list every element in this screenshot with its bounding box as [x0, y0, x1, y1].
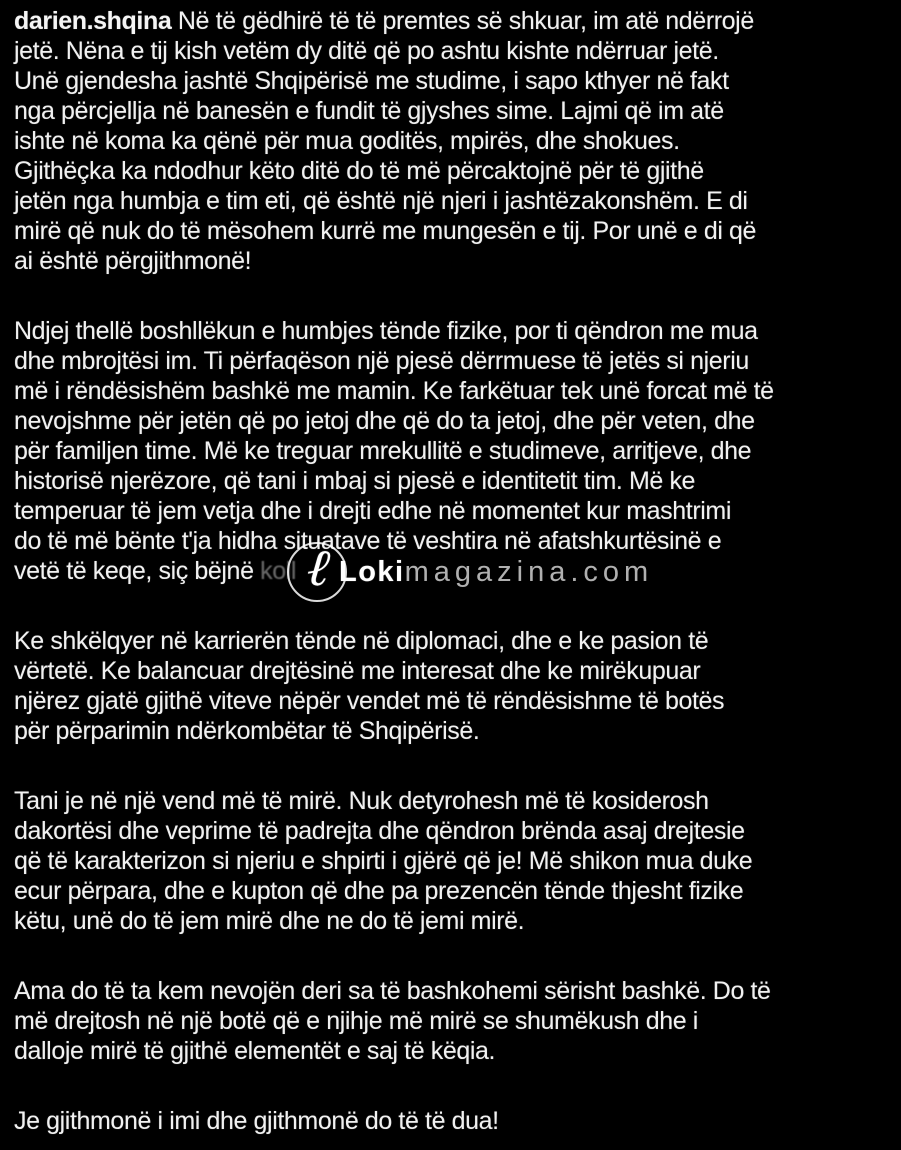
text-line: Gjithëçka ka ndodhur këto ditë do të më përcaktojnë për të gjithë	[14, 157, 704, 185]
text-line: më i rëndësishëm bashkë me mamin. Ke farkëtuar tek unë forcat më të	[14, 377, 774, 405]
text-line: Ke shkëlqyer në karrierën tënde në diplomaci, dhe e ke pasion të	[14, 627, 709, 655]
watermark-domain: magazina.com	[404, 555, 654, 588]
text-line: njërez gjatë gjithë viteve nëpër vendet më të rëndësishme të botës	[14, 687, 725, 715]
text-line: nevojshme për jetën që po jetoj dhe që do ta jetoj, dhe për veten, dhe	[14, 407, 755, 435]
caption-paragraphs	[14, 6, 891, 1136]
text-line: dakortësi dhe veprime të padrejta dhe qëndron brënda asaj drejtesie	[14, 817, 745, 845]
text-line: Unë gjendesha jashtë Shqipërisë me studime, i sapo kthyer në fakt	[14, 67, 729, 95]
text-line: ishte në koma ka qënë për mua goditës, mpirës, dhe shokues.	[14, 127, 680, 155]
text-line: vërtetë. Ke balancuar drejtësinë me interesat dhe ke mirëkupuar	[14, 657, 701, 685]
text-line: nga përcjellja në banesën e fundit të gjyshes sime. Lajmi që im atë	[14, 97, 724, 125]
text-line: ai është përgjithmonë!	[14, 247, 252, 275]
text-line: historisë njerëzore, që tani i mbaj si pjesë e identitetit tim. Më ke	[14, 467, 696, 495]
caption-line-text: Në të gëdhirë të të premtes së shkuar, im atë ndërrojë	[177, 7, 754, 35]
text-line: do të më bënte t'ja hidha situatave të veshtira në afatshkurtësinë e	[14, 527, 722, 555]
text-line: që të karakterizon si njeriu e shpirti i gjërë që je! Më shikon mua duke	[14, 847, 753, 875]
post-caption	[14, 6, 891, 1136]
text-line: ecur përpara, dhe e kupton që dhe pa prezencën tënde thjesht fizike	[14, 877, 744, 905]
text-line: jetën nga humbja e tim eti, që është një njeri i jashtëzakonshëm. E di	[14, 187, 748, 215]
username-link[interactable]: darien.shqina	[14, 7, 172, 35]
text-line: temperuar të jem vetja dhe i drejti edhe në momentet kur mashtrimi	[14, 497, 731, 525]
paragraph	[14, 1106, 891, 1136]
text-line	[14, 556, 891, 586]
text-line: Ama do të ta kem nevojën deri sa të bashkohemi sërisht bashkë. Do të	[14, 977, 771, 1005]
paragraph	[14, 316, 891, 586]
text-line: Ndjej thellë boshllëkun e humbjes tënde fizike, por ti qëndron me mua	[14, 317, 758, 345]
text-line: Je gjithmonë i imi dhe gjithmonë do të të dua!	[14, 1107, 499, 1135]
paragraph	[14, 6, 891, 276]
text-line: mirë që nuk do të mësohem kurrë me mungesën e tij. Por unë e di që	[14, 217, 757, 245]
paragraph	[14, 976, 891, 1066]
text-line: dhe mbrojtësi im. Ti përfaqëson një pjesë dërrmuese të jetës si njeriu	[14, 347, 749, 375]
text-line: jetë. Nëna e tij kish vetëm dy ditë që po ashtu kishte ndërruar jetë.	[14, 37, 719, 65]
watermark-brand: Loki	[339, 555, 405, 588]
paragraph	[14, 786, 891, 936]
obscured-text-fragment: koll	[260, 557, 297, 585]
text-line	[14, 6, 891, 36]
text-line: këtu, unë do të jem mirë dhe ne do të jemi mirë.	[14, 907, 525, 935]
text-line: Tani je në një vend më të mirë. Nuk detyrohesh më të kosiderosh	[14, 787, 709, 815]
caption-line-text: vetë të keqe, siç bëjnë	[14, 557, 254, 585]
paragraph	[14, 626, 891, 746]
text-line: për familjen time. Më ke treguar mrekullitë e studimeve, arritjeve, dhe	[14, 437, 752, 465]
text-line: për përparimin ndërkombëtar të Shqipërisë.	[14, 717, 480, 745]
text-line: më drejtosh në një botë që e njihje më mirë se shumëkush dhe i	[14, 1007, 698, 1035]
text-line: dalloje mirë të gjithë elementët e saj të këqia.	[14, 1037, 496, 1065]
watermark-script-l-icon: ℓ	[304, 537, 333, 600]
